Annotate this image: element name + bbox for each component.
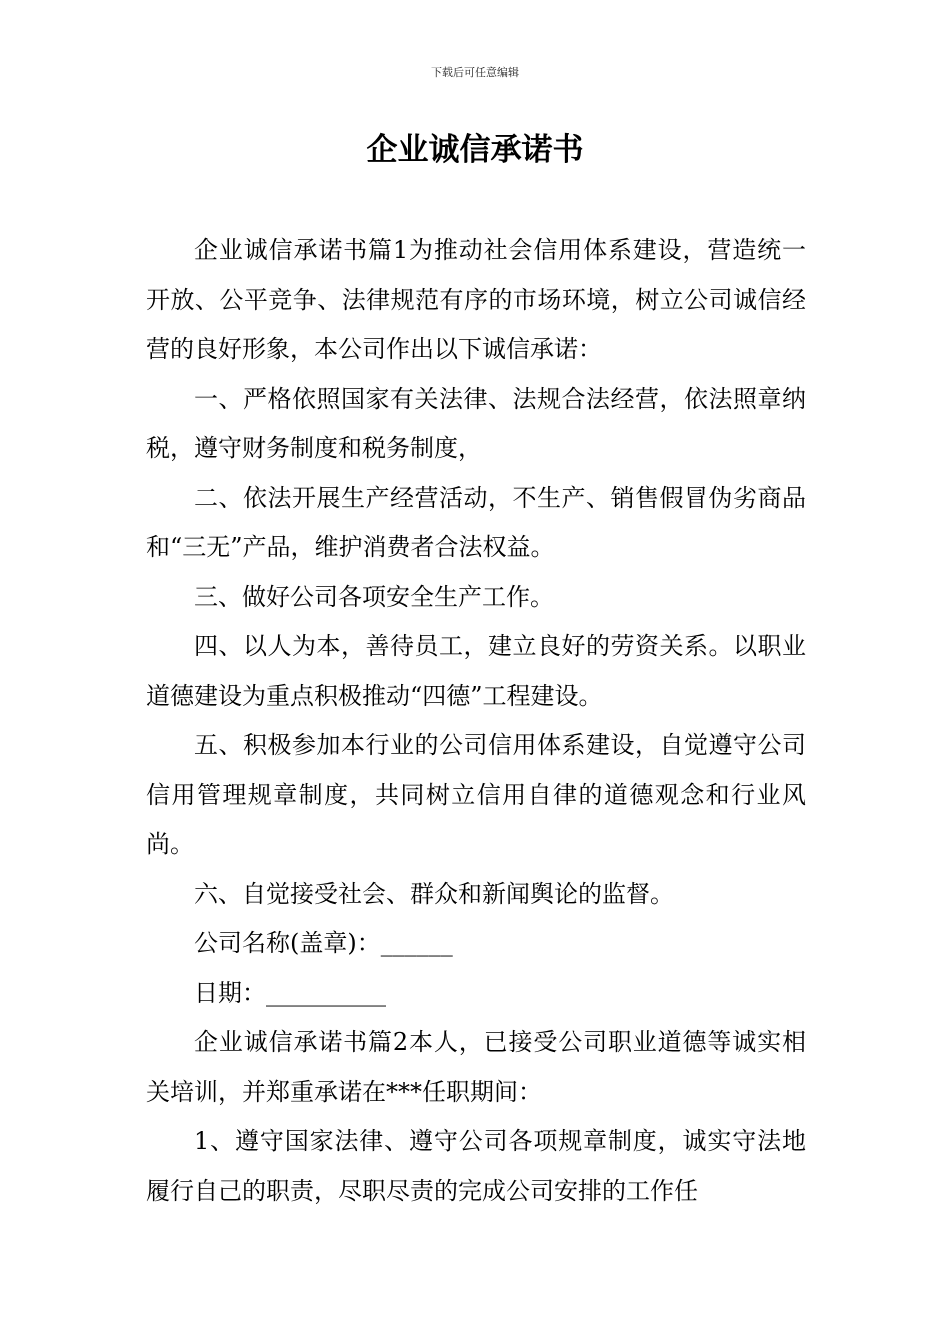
date-line: 日期：__________ (194, 978, 386, 1007)
paragraph-item-6: 六、自觉接受社会、群众和新闻舆论的监督。 (194, 879, 674, 908)
paragraph-part2-item-1: 1、遵守国家法律、遵守公司各项规章制度，诚实守法地履行自己的职责，尽职尽责的完成公司安排的工作任 (146, 1127, 806, 1205)
paragraph-item-1: 一、严格依照国家有关法律、法规合法经营，依法照章纳税，遵守财务制度和税务制度， (146, 384, 806, 462)
paragraph-part2-intro: 企业诚信承诺书篇2本人，已接受公司职业道德等诚实相关培训，并郑重承诺在***任职期间： (146, 1028, 806, 1106)
document-body (146, 226, 806, 1216)
document-title: 企业诚信承诺书 (366, 132, 584, 168)
paragraph-intro: 企业诚信承诺书篇1为推动社会信用体系建设，营造统一开放、公平竞争、法律规范有序的市场环境，树立公司诚信经营的良好形象，本公司作出以下诚信承诺： (146, 236, 806, 363)
paragraph-item-5: 五、积极参加本行业的公司信用体系建设，自觉遵守公司信用管理规章制度，共同树立信用自律的道德观念和行业风尚。 (146, 731, 806, 858)
company-name-line: 公司名称(盖章)：______ (194, 929, 453, 957)
header-note: 下载后可任意编辑 (431, 66, 519, 79)
paragraph-item-2: 二、依法开展生产经营活动，不生产、销售假冒伪劣商品和“三无”产品，维护消费者合法权益。 (146, 483, 806, 561)
paragraph-item-3: 三、做好公司各项安全生产工作。 (194, 582, 554, 611)
paragraph-item-4: 四、以人为本，善待员工，建立良好的劳资关系。以职业道德建设为重点积极推动“四德”工程建设。 (146, 632, 806, 710)
